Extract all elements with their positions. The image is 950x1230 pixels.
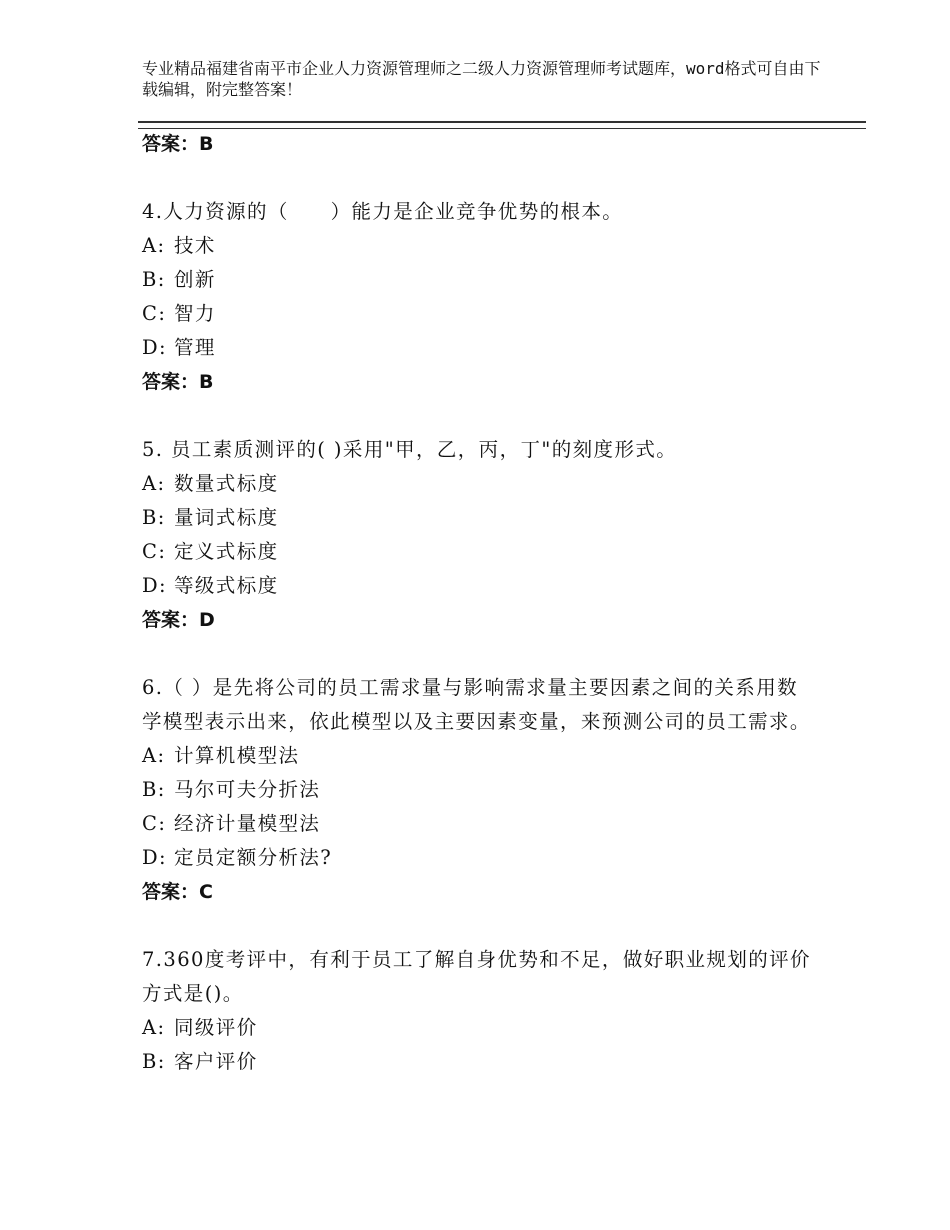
option-c: [142, 297, 812, 331]
option-letter: C:: [142, 812, 167, 835]
answer: 答案：C: [142, 881, 213, 903]
option-text: 同级评价: [174, 1016, 258, 1039]
option-b: [142, 263, 812, 297]
option-letter: D:: [142, 336, 168, 359]
question-5: [142, 433, 812, 637]
option-letter: A:: [142, 1016, 166, 1039]
option-text: 管理: [174, 336, 216, 359]
option-text: 定员定额分析法?: [174, 846, 333, 869]
option-b: [142, 501, 812, 535]
question-stem: 5. 员工素质测评的( )采用"甲，乙，丙，丁"的刻度形式。: [142, 438, 678, 461]
page-header: [142, 58, 832, 100]
option-letter: D:: [142, 574, 168, 597]
option-c: [142, 535, 812, 569]
option-a: [142, 739, 812, 773]
option-letter: A:: [142, 234, 166, 257]
option-text: 客户评价: [174, 1050, 258, 1073]
option-text: 创新: [174, 268, 216, 291]
option-text: 量词式标度: [174, 506, 279, 529]
question-stem: 6.（ ）是先将公司的员工需求量与影响需求量主要因素之间的关系用数学模型表示出来，依此模型以及主要因素变量，来预测公司的员工需求。: [142, 676, 811, 733]
option-text: 马尔可夫分折法: [174, 778, 321, 801]
option-b: [142, 1045, 812, 1079]
option-a: [142, 229, 812, 263]
option-text: 等级式标度: [174, 574, 279, 597]
option-b: [142, 773, 812, 807]
option-letter: C:: [142, 540, 167, 563]
option-text: 计算机模型法: [174, 744, 300, 767]
option-text: 经济计量模型法: [174, 812, 321, 835]
question-7: [142, 943, 812, 1079]
question-stem: 4.人力资源的（ ）能力是企业竞争优势的根本。: [142, 200, 624, 223]
option-a: [142, 1011, 812, 1045]
option-c: [142, 807, 812, 841]
option-letter: B:: [142, 268, 166, 291]
answer: 答案：D: [142, 609, 215, 631]
option-text: 定义式标度: [174, 540, 279, 563]
option-d: [142, 841, 812, 875]
option-letter: B:: [142, 506, 166, 529]
option-d: [142, 569, 812, 603]
option-letter: A:: [142, 744, 166, 767]
option-letter: B:: [142, 778, 166, 801]
question-4: [142, 195, 812, 399]
option-text: 智力: [174, 302, 216, 325]
option-d: [142, 331, 812, 365]
answer: 答案：B: [142, 371, 214, 393]
option-letter: A:: [142, 472, 166, 495]
option-letter: C:: [142, 302, 167, 325]
header-title: 专业精品福建省南平市企业人力资源管理师之二级人力资源管理师考试题库，word格式可自由下载编辑，附完整答案！: [142, 59, 821, 99]
option-text: 技术: [174, 234, 216, 257]
option-text: 数量式标度: [174, 472, 279, 495]
question-stem: 7.360度考评中，有利于员工了解自身优势和不足，做好职业规划的评价方式是()。: [142, 948, 811, 1005]
option-letter: D:: [142, 846, 168, 869]
question-list: [142, 127, 812, 1079]
option-a: [142, 467, 812, 501]
answer-q3: 答案：B: [142, 133, 214, 155]
question-6: [142, 671, 812, 909]
option-letter: B:: [142, 1050, 166, 1073]
